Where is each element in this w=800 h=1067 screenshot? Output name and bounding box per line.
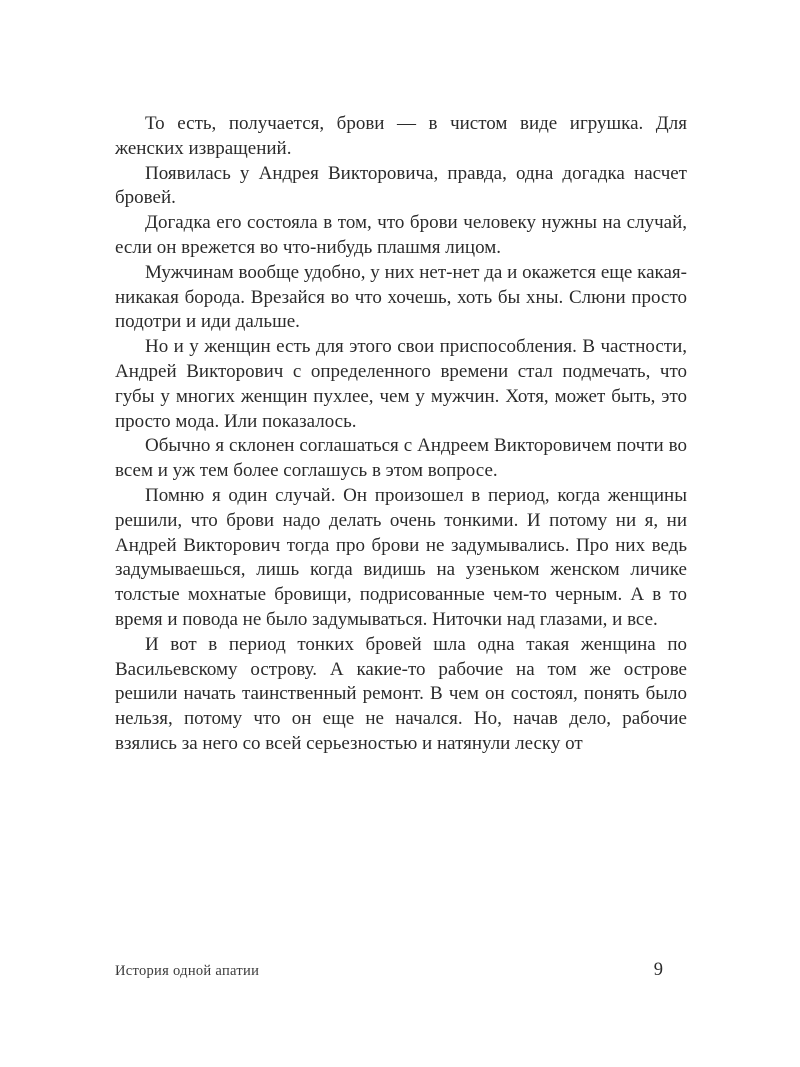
paragraph-3: Догадка его состояла в том, что брови человеку нужны на случай, если он врежется во что-нибудь плашмя лицом. bbox=[115, 212, 687, 258]
paragraph-6: Обычно я склонен соглашаться с Андреем Викторовичем почти во всем и уж тем более соглашусь в этом вопросе. bbox=[115, 435, 687, 482]
paragraph-1: То есть, получается, брови — в чистом виде игрушка. Для женских извращений. bbox=[115, 113, 687, 159]
paragraph-7: Помню я один случай. Он произошел в период, когда женщины решили, что брови надо делать очень тонкими. И потому ни я, ни Андрей Викторович тогда про брови не задумывались. Про них ведь задумываешься, лишь когда видишь на узеньком женском личике толстые мохнатые бровищи, подрисованные чем-то черным. А в то время и повода не было задумываться. Ниточки над глазами, и все. bbox=[115, 484, 687, 630]
page-text bbox=[115, 112, 687, 757]
running-title: История одной апатии bbox=[115, 963, 260, 979]
page-footer bbox=[115, 960, 687, 981]
page-number: 9 bbox=[653, 960, 663, 980]
paragraph-2: Появилась у Андрея Викторовича, правда, одна догадка насчет бровей. bbox=[115, 162, 687, 209]
paragraph-8: И вот в период тонких бровей шла одна такая женщина по Васильевскому острову. А какие-то рабочие на том же острове решили начать таинственный ремонт. В чем он состоял, понять было нельзя, потому что он еще не начался. Но, начав дело, рабочие взялись за него со всей серьезностью и натянули леску от bbox=[115, 633, 687, 754]
paragraph-5: Но и у женщин есть для этого свои приспособления. В частности, Андрей Викторович с определенного времени стал подмечать, что губы у многих женщин пухлее, чем у мужчин. Хотя, может быть, это просто мода. Или показалось. bbox=[115, 336, 687, 432]
paragraph-4: Мужчинам вообще удобно, у них нет-нет да и окажется еще какая-никакая борода. Врезайся во что хочешь, хоть бы хны. Слюни просто подотри и иди дальше. bbox=[115, 261, 687, 333]
